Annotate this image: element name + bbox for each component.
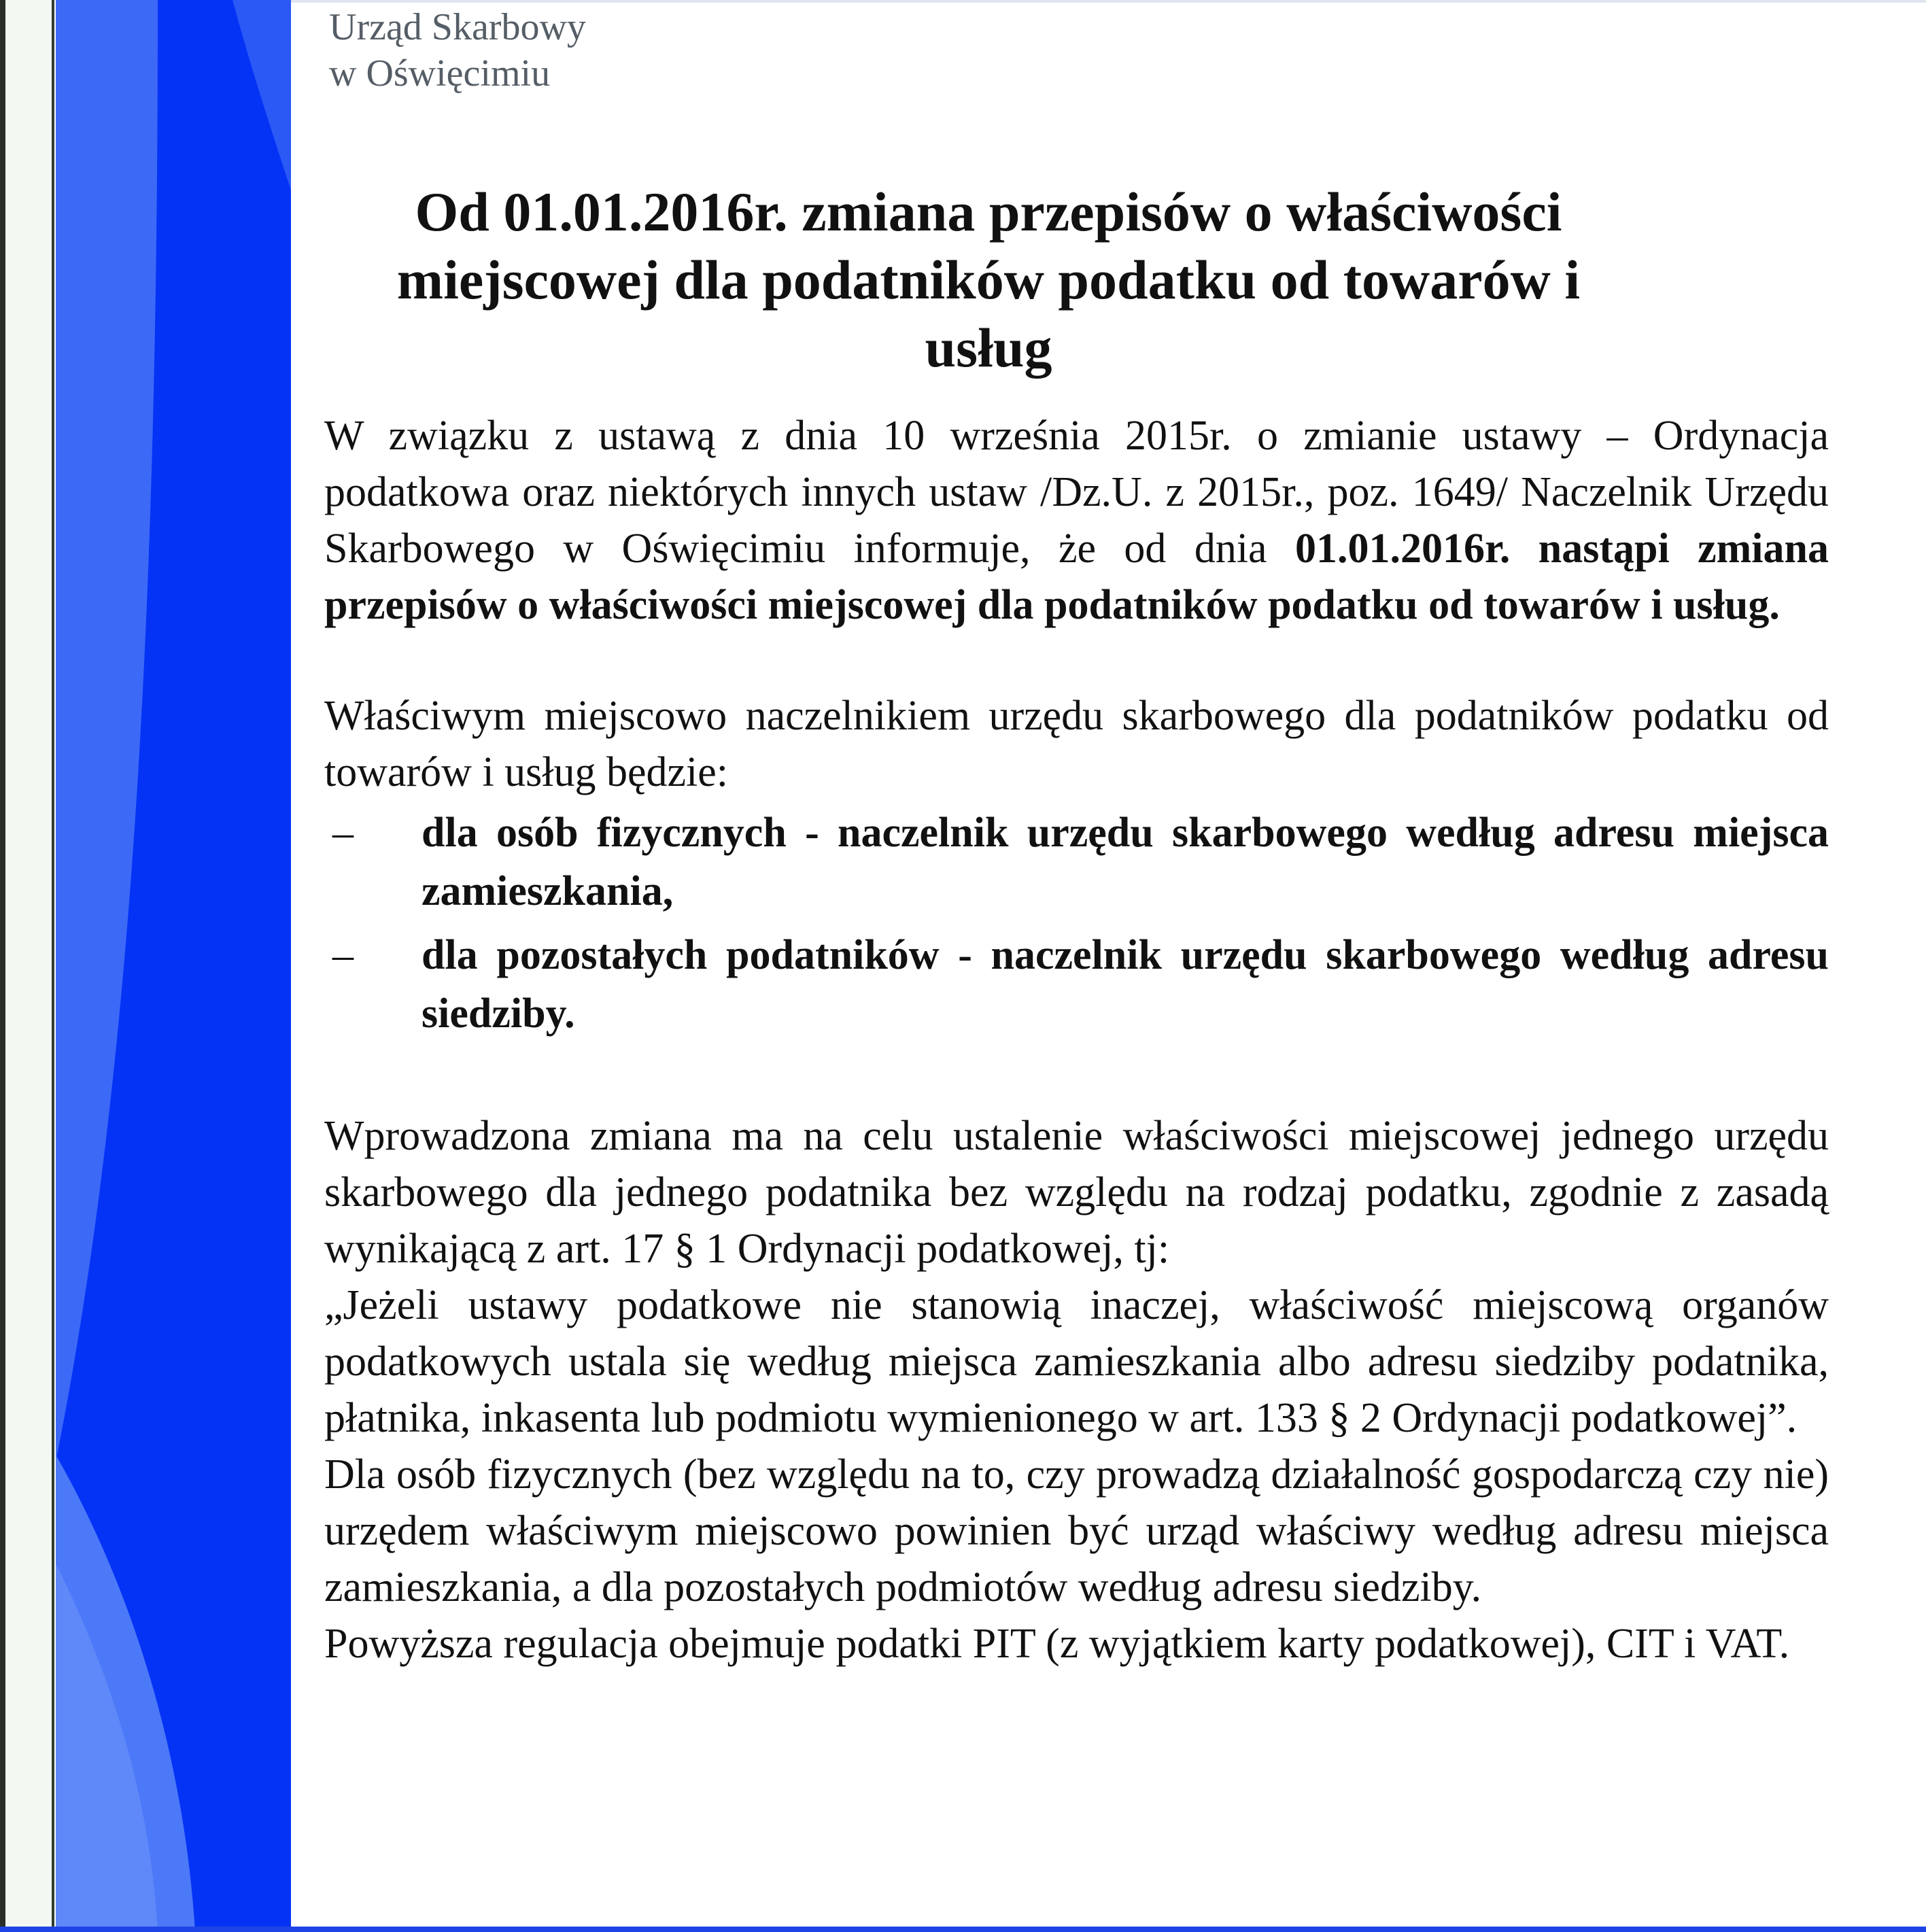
bullet-dash: – — [332, 932, 354, 978]
bottom-border — [0, 1927, 1926, 1932]
bullet-list — [324, 804, 1829, 1043]
spacer — [324, 1048, 1829, 1108]
document-title: Od 01.01.2016r. zmiana przepisów o właściwości miejscowej dla podatników podatku od towarów i usług — [396, 181, 1581, 379]
list-item — [324, 926, 1829, 1043]
list-item-text: dla pozostałych podatników - naczelnik urzędu skarbowego według adresu siedziby. — [422, 932, 1829, 1037]
list-item-text: dla osób fizycznych - naczelnik urzędu skarbowego według adresu miejsca zamieszkania, — [422, 810, 1829, 914]
paragraph-intro-bold: 01.01.2016r. nastąpi zmiana przepisów o właściwości miejscowej dla podatników podatku od towarów i usług. — [324, 525, 1829, 628]
paragraph-intro-text: W związku z ustawą z dnia 10 września 2015r. o zmianie ustawy – Ordynacja podatkowa oraz niektórych innych ustaw /Dz.U. z 2015r., poz. 1649/ Naczelnik Urzędu Skarbowego w Oświęcimiu informuje, że od dnia — [324, 413, 1829, 572]
paragraph-natural-persons: Dla osób fizycznych (bez względu na to, czy prowadzą działalność gospodarczą czy nie) urzędem właściwym miejscowo powinien być urząd właściwy według adresu miejsca zamieszkania, a dla pozostałych podmiotów według adresu siedziby. — [324, 1451, 1829, 1610]
office-location: w Oświęcimiu — [329, 52, 551, 94]
document-body — [324, 408, 1829, 1672]
list-item — [324, 804, 1829, 920]
decorative-blue-band — [56, 0, 291, 1932]
paragraph-purpose: Wprowadzona zmiana ma na celu ustalenie właściwości miejscowej jednego urzędu skarbowego dla jednego podatnika bez względu na rodzaj podatku, zgodnie z zasadą wynikającą z art. 17 § 1 Ordynacji podatkowej, tj: — [324, 1113, 1829, 1272]
left-margin-strip — [0, 0, 54, 1932]
office-name: Urząd Skarbowy — [329, 6, 586, 48]
paragraph-competent-head: Właściwym miejscowo naczelnikiem urzędu skarbowego dla podatników podatku od towarów i usług będzie: — [324, 693, 1829, 795]
spacer — [324, 634, 1829, 688]
office-header — [329, 4, 586, 97]
paragraph-intro — [324, 408, 1829, 634]
paragraph-quote: „Jeżeli ustawy podatkowe nie stanowią inaczej, właściwość miejscową organów podatkowych ustala się według miejsca zamieszkania albo adresu siedziby podatnika, płatnika, inkasenta lub podmiotu wymienionego w art. 133 § 2 Ordynacji podatkowej”. — [324, 1282, 1829, 1441]
blue-band-art — [56, 0, 291, 1932]
paragraph-scope: Powyższa regulacja obejmuje podatki PIT (z wyjątkiem karty podatkowej), CIT i VAT. — [324, 1621, 1790, 1667]
bullet-dash: – — [332, 810, 354, 856]
